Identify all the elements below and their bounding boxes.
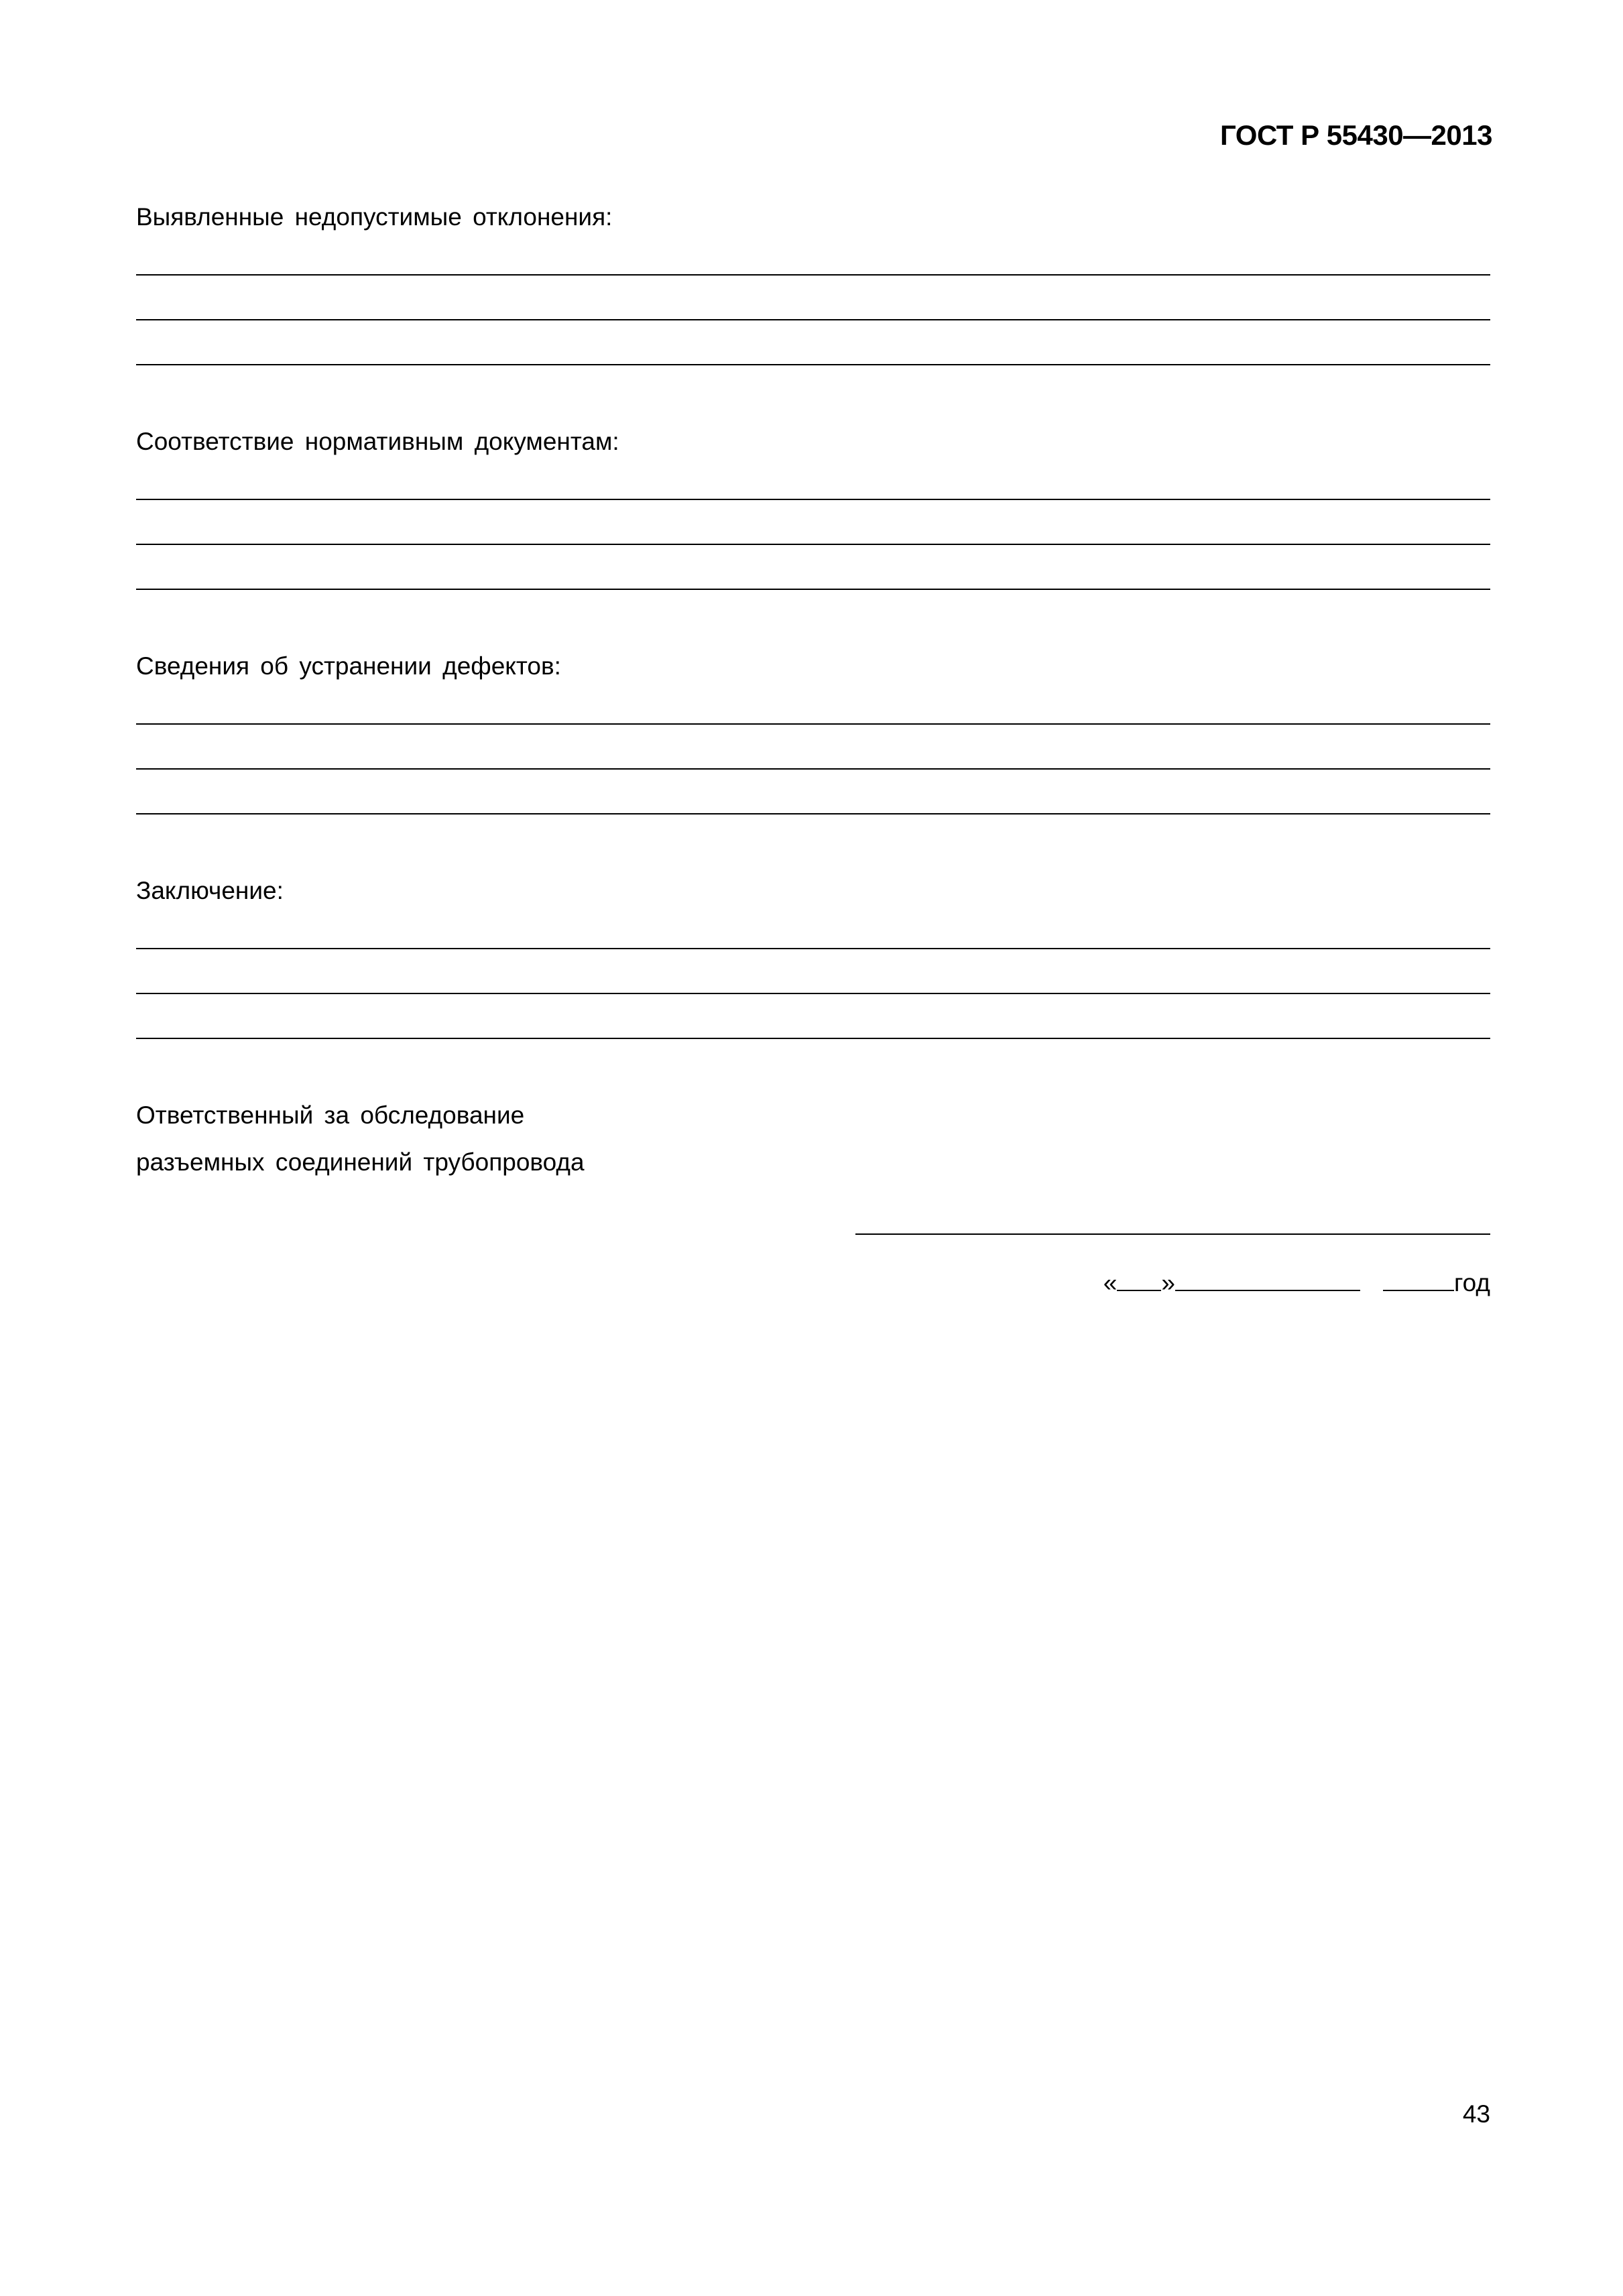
section-label-deviations: Выявленные недопустимые отклонения:	[136, 203, 613, 231]
responsible-label-line2: разъемных соединений трубопровода	[136, 1148, 585, 1176]
fill-line	[136, 813, 1490, 814]
fill-line	[136, 1038, 1490, 1039]
fill-line	[136, 768, 1490, 770]
standard-code-header: ГОСТ Р 55430—2013	[1220, 119, 1492, 151]
year-suffix: год	[1453, 1269, 1490, 1296]
fill-line	[136, 499, 1490, 500]
fill-line	[136, 993, 1490, 994]
responsible-label-line1: Ответственный за обследование	[136, 1101, 525, 1129]
month-blank	[1175, 1270, 1360, 1291]
section-label-conclusion: Заключение:	[136, 877, 284, 904]
date-close-quote: »	[1161, 1269, 1175, 1296]
date-row	[1103, 1269, 1490, 1297]
fill-line	[136, 544, 1490, 545]
fill-line	[136, 319, 1490, 320]
fill-line	[136, 364, 1490, 365]
section-label-defect-elimination: Сведения об устранении дефектов:	[136, 652, 561, 680]
page-number: 43	[1462, 2100, 1490, 2128]
fill-line	[136, 589, 1490, 590]
year-blank	[1383, 1270, 1454, 1291]
section-label-compliance: Соответствие нормативным документам:	[136, 428, 619, 455]
fill-line	[136, 948, 1490, 949]
signature-line	[855, 1233, 1490, 1235]
day-blank	[1117, 1270, 1161, 1291]
fill-line	[136, 723, 1490, 725]
date-open-quote: «	[1103, 1269, 1118, 1296]
fill-line	[136, 274, 1490, 276]
